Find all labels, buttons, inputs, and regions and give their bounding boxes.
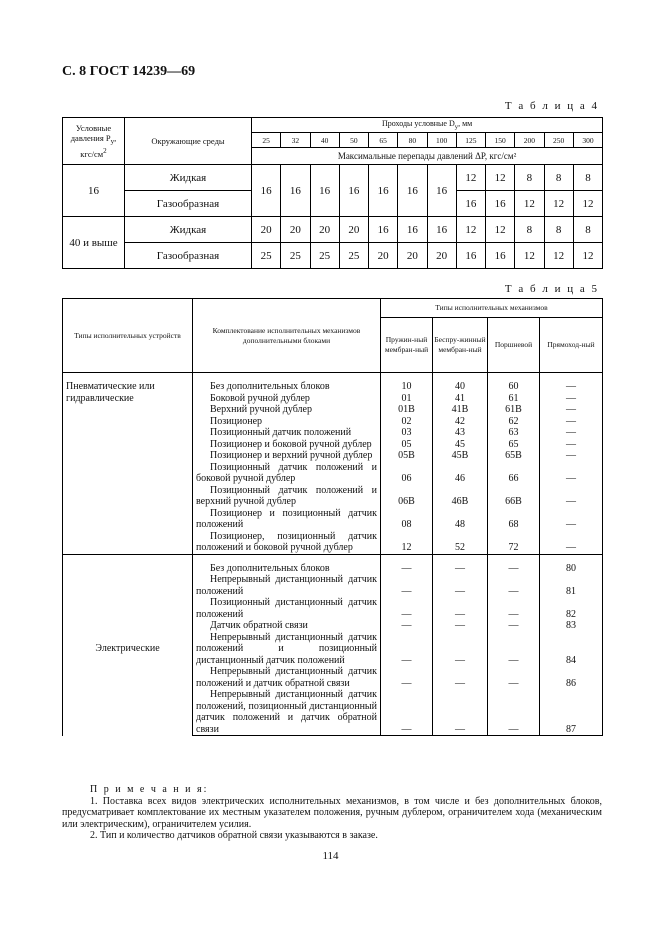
t4-cell: 12: [544, 191, 573, 217]
t4-cell: 16: [310, 165, 339, 217]
type-code: 46: [433, 462, 488, 485]
table5: [62, 298, 603, 736]
type-code: —: [433, 666, 488, 689]
t4-diameter: 50: [339, 133, 368, 148]
t4-cell: 16: [456, 243, 485, 269]
type-code: 08: [381, 508, 433, 531]
t5-subheader: Прямоход-ный: [540, 318, 603, 373]
type-code: 66: [488, 462, 540, 485]
t4-cell: 16: [427, 217, 456, 243]
type-code: —: [540, 393, 603, 405]
t4-cell: 16: [427, 165, 456, 217]
type-code: 60: [488, 373, 540, 393]
t5-subheader: Поршневой: [488, 318, 540, 373]
type-code: 62: [488, 416, 540, 428]
type-code: 41: [433, 393, 488, 405]
t4-cell: 16: [398, 217, 427, 243]
type-code: 40: [433, 373, 488, 393]
type-code: 81: [540, 574, 603, 597]
t4-diameter: 40: [310, 133, 339, 148]
config-name-text: Непрерывный дистанционный датчик положений: [196, 574, 377, 597]
config-name: [193, 427, 381, 439]
type-code: —: [540, 373, 603, 393]
t4-cell: 12: [486, 165, 515, 191]
type-code: 03: [381, 427, 433, 439]
type-code: —: [488, 554, 540, 574]
type-code: —: [540, 485, 603, 508]
type-code: 12: [381, 531, 433, 555]
type-code: 84: [540, 632, 603, 667]
type-code: —: [540, 427, 603, 439]
type-code: 10: [381, 373, 433, 393]
config-name-text: Верхний ручной дублер: [210, 404, 312, 415]
type-code: 82: [540, 597, 603, 620]
t4-cell: 8: [544, 165, 573, 191]
config-name: [193, 373, 381, 393]
t4-cell: 8: [544, 217, 573, 243]
type-code: 61: [488, 393, 540, 405]
type-code: 45: [433, 439, 488, 451]
notes: [62, 784, 602, 842]
t5-subheader: Пружин-ный мембран-ный: [381, 318, 433, 373]
type-code: —: [381, 597, 433, 620]
config-name-text: Позиционный дистанционный датчик положений: [196, 597, 377, 620]
t5-body: [63, 373, 603, 736]
type-code: —: [381, 620, 433, 632]
table-row: [63, 554, 603, 574]
type-code: —: [433, 620, 488, 632]
type-code: —: [381, 666, 433, 689]
t4-diameter: 200: [515, 133, 544, 148]
t4-header-media: Окружающие среды: [125, 118, 252, 165]
table5-label: Т а б л и ц а 5: [504, 283, 599, 295]
t4-medium: Газообразная: [125, 243, 252, 269]
type-code: 41В: [433, 404, 488, 416]
config-name: [193, 439, 381, 451]
t5-header-types: Типы исполнительных механизмов: [381, 299, 603, 318]
t4-cell: 12: [456, 217, 485, 243]
type-code: —: [540, 462, 603, 485]
t4-cell: 12: [486, 217, 515, 243]
t5-subheader: Беспру-жинный мембран-ный: [433, 318, 488, 373]
type-code: 68: [488, 508, 540, 531]
config-name-text: Позиционер, позиционный датчик положений и боковой ручной дублер: [196, 530, 377, 553]
config-name: [193, 620, 381, 632]
t4-cell: 12: [573, 243, 602, 269]
type-code: —: [488, 597, 540, 620]
type-code: 66В: [488, 485, 540, 508]
t4-cell: 25: [252, 243, 281, 269]
t4-diameter: 125: [456, 133, 485, 148]
t4-cell: 20: [252, 217, 281, 243]
table4: [62, 117, 603, 269]
config-name: [193, 508, 381, 531]
config-name: [193, 404, 381, 416]
type-code: 05В: [381, 450, 433, 462]
t4-diameter: 250: [544, 133, 573, 148]
type-code: 61В: [488, 404, 540, 416]
t4-cell: 20: [369, 243, 398, 269]
notes-title: П р и м е ч а н и я:: [90, 784, 209, 795]
t4-header-passes: Проходы условные $D_у$, мм: [252, 118, 603, 133]
type-code: 48: [433, 508, 488, 531]
type-code: 01В: [381, 404, 433, 416]
config-name-text: Позиционер и боковой ручной дублер: [210, 438, 372, 450]
type-code: —: [540, 508, 603, 531]
t4-diameter: 80: [398, 133, 427, 148]
type-code: 80: [540, 554, 603, 574]
page-header: С. 8 ГОСТ 14239—69: [62, 64, 196, 79]
t4-cell: 16: [252, 165, 281, 217]
t5-header-device: Типы исполнительных устройств: [63, 299, 193, 373]
config-name: [193, 393, 381, 405]
t4-cell: 25: [339, 243, 368, 269]
type-code: —: [381, 574, 433, 597]
type-code: —: [433, 554, 488, 574]
t4-diameter: 300: [573, 133, 602, 148]
note-item: 2. Тип и количество датчиков обратной связи указываются в заказе.: [90, 830, 378, 841]
type-code: —: [381, 554, 433, 574]
type-code: —: [540, 439, 603, 451]
type-code: 45В: [433, 450, 488, 462]
config-name: [193, 416, 381, 428]
t4-medium: Жидкая: [125, 217, 252, 243]
type-code: —: [381, 632, 433, 667]
config-name-text: Без дополнительных блоков: [210, 562, 330, 574]
type-code: —: [488, 666, 540, 689]
type-code: —: [540, 450, 603, 462]
t4-diameter: 150: [486, 133, 515, 148]
t4-cell: 12: [515, 243, 544, 269]
type-code: —: [433, 574, 488, 597]
t4-cell: 8: [573, 165, 602, 191]
t4-cell: 20: [427, 243, 456, 269]
type-code: —: [488, 620, 540, 632]
type-code: 42: [433, 416, 488, 428]
t4-cell: 16: [369, 217, 398, 243]
type-code: 05: [381, 439, 433, 451]
type-code: —: [433, 597, 488, 620]
t4-cell: 25: [310, 243, 339, 269]
type-code: 52: [433, 531, 488, 555]
type-code: —: [488, 632, 540, 667]
t4-cell: 20: [339, 217, 368, 243]
type-code: 72: [488, 531, 540, 555]
config-name: [193, 485, 381, 508]
t4-cell: 20: [281, 217, 310, 243]
t4-medium: Газообразная: [125, 191, 252, 217]
t4-cell: 12: [456, 165, 485, 191]
type-code: 63: [488, 427, 540, 439]
t4-max-diff-header: Максимальные перепады давлений ΔP, кгс/см²: [252, 148, 603, 165]
t4-cell: 12: [515, 191, 544, 217]
config-name: [193, 597, 381, 620]
t4-cell: 16: [369, 165, 398, 217]
t5-header-config: Комплектование исполнительных механизмов дополнительными блоками: [193, 299, 381, 373]
page-number: 114: [322, 850, 339, 862]
type-code: 02: [381, 416, 433, 428]
config-name-text: Позиционер и позиционный датчик положений: [196, 507, 377, 530]
t4-diameter: 32: [281, 133, 310, 148]
config-name-text: Датчик обратной связи: [210, 620, 308, 631]
t4-pressure-40: 40 и выше: [63, 217, 125, 269]
t4-cell: 16: [398, 165, 427, 217]
device-group: Электрические: [63, 554, 193, 736]
type-code: —: [433, 632, 488, 667]
type-code: 46В: [433, 485, 488, 508]
t4-cell: 16: [339, 165, 368, 217]
t4-medium: Жидкая: [125, 165, 252, 191]
t4-header-pressure: Условные давления $P_у$, кгс/$см^2$: [63, 118, 125, 165]
t4-cell: 8: [515, 165, 544, 191]
type-code: 65В: [488, 450, 540, 462]
t4-cell: 12: [544, 243, 573, 269]
config-name-text: Непрерывный дистанционный датчик положений, позиционный дистанционный датчик положений и датчик обратной связи: [196, 689, 377, 735]
device-group: Пневматические или гидравлические: [63, 373, 193, 555]
config-name: [193, 554, 381, 574]
table4-label: Т а б л и ц а 4: [504, 100, 599, 112]
type-code: 43: [433, 427, 488, 439]
t4-cell: 12: [573, 191, 602, 217]
t4-diameter: 25: [252, 133, 281, 148]
t4-cell: 25: [281, 243, 310, 269]
config-name-text: Позиционный датчик положений и верхний ручной дублер: [196, 484, 377, 507]
table-row: [63, 373, 603, 393]
config-name: [193, 689, 381, 736]
config-name: [193, 632, 381, 667]
t4-cell: 20: [310, 217, 339, 243]
t4-cell: 16: [486, 191, 515, 217]
config-name: [193, 462, 381, 485]
type-code: —: [540, 404, 603, 416]
config-name-text: Позиционер и верхний ручной дублер: [210, 450, 373, 461]
config-name-text: Позиционный датчик положений и боковой ручной дублер: [196, 461, 377, 484]
config-name: [193, 531, 381, 555]
config-name-text: Позиционный датчик положений: [210, 427, 352, 438]
type-code: 87: [540, 689, 603, 736]
t4-cell: 16: [456, 191, 485, 217]
type-code: 83: [540, 620, 603, 632]
config-name: [193, 574, 381, 597]
config-name: [193, 666, 381, 689]
t4-cell: 16: [486, 243, 515, 269]
type-code: 06В: [381, 485, 433, 508]
type-code: 06: [381, 462, 433, 485]
config-name-text: Позиционер: [210, 415, 263, 427]
config-name-text: Непрерывный дистанционный датчик положений и датчик обратной связи: [196, 666, 377, 689]
type-code: —: [433, 689, 488, 736]
type-code: —: [488, 689, 540, 736]
config-name-text: Непрерывный дистанционный датчик положений и позиционный дистанционный датчик положений: [196, 631, 377, 666]
type-code: —: [381, 689, 433, 736]
t4-cell: 20: [398, 243, 427, 269]
t4-diameter: 65: [369, 133, 398, 148]
note-item: 1. Поставка всех видов электрических исполнительных механизмов, в том числе и без дополнительных блоков, предусматривает комплектование их местным указателем положения, ручным дублером, ограничителем хода (механическим или электрическим), ограничителем усилия.: [62, 795, 602, 830]
t4-cell: 8: [573, 217, 602, 243]
type-code: —: [540, 416, 603, 428]
type-code: 65: [488, 439, 540, 451]
t4-cell: 8: [515, 217, 544, 243]
config-name-text: Без дополнительных блоков: [210, 381, 330, 392]
type-code: —: [540, 531, 603, 555]
t4-pressure-16: 16: [63, 165, 125, 217]
t4-diameter: 100: [427, 133, 456, 148]
type-code: 86: [540, 666, 603, 689]
config-name-text: Боковой ручной дублер: [210, 392, 310, 404]
t4-cell: 16: [281, 165, 310, 217]
config-name: [193, 450, 381, 462]
type-code: 01: [381, 393, 433, 405]
type-code: —: [488, 574, 540, 597]
